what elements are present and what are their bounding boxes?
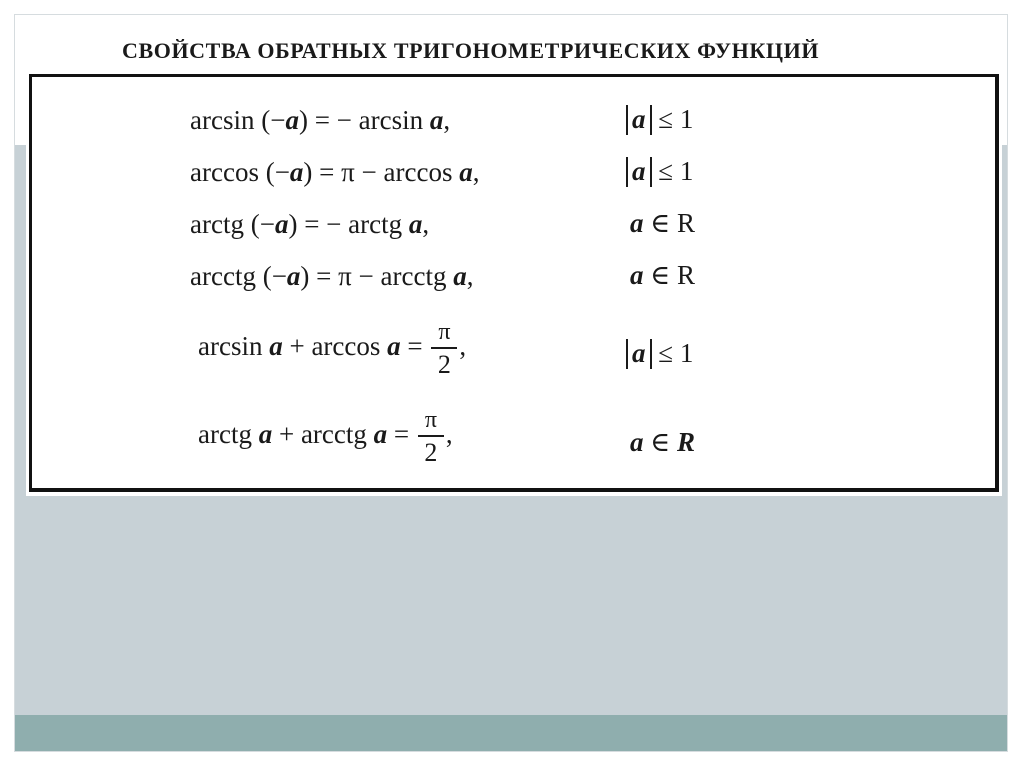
variable: a <box>408 209 423 239</box>
formula-arcctg-symmetry <box>190 263 473 290</box>
rhs-prefix: = π − <box>316 261 374 291</box>
trailing-comma: , <box>422 209 430 239</box>
variable: a <box>632 156 646 186</box>
fraction-pi-over-2 <box>431 317 457 381</box>
rhs-prefix: = π − <box>319 157 377 187</box>
variable: a <box>274 209 289 239</box>
argument-close: ) <box>303 157 313 187</box>
variable: a <box>630 208 644 238</box>
page-title: СВОЙСТВА ОБРАТНЫХ ТРИГОНОМЕТРИЧЕСКИХ ФУНКЦИЙ <box>122 38 820 63</box>
rhs-prefix: = − <box>304 209 342 239</box>
set-symbol: R <box>677 427 696 457</box>
variable: a <box>373 419 388 450</box>
function-name: arccos <box>190 157 259 187</box>
argument-open: (− <box>261 105 286 135</box>
trailing-comma: , <box>445 419 453 450</box>
variable: a <box>258 419 273 450</box>
variable: a <box>286 261 301 291</box>
fraction-denominator: 2 <box>437 350 451 379</box>
condition-in-reals <box>630 429 695 456</box>
function-name: arccos <box>311 331 381 362</box>
variable: a <box>630 260 644 290</box>
trailing-comma: , <box>466 261 474 291</box>
variable: a <box>429 105 444 135</box>
condition-abs-le-1 <box>626 339 693 369</box>
trailing-comma: , <box>443 105 451 135</box>
absolute-value <box>626 157 652 187</box>
trailing-comma: , <box>472 157 480 187</box>
variable: a <box>289 157 304 187</box>
formula-arctg-odd <box>190 211 429 238</box>
variable: a <box>285 105 299 135</box>
condition-rest: ≤ 1 <box>658 156 694 186</box>
condition-rest: ≤ 1 <box>658 338 694 368</box>
condition-abs-le-1 <box>626 105 693 135</box>
condition-rest: ∈ <box>650 427 671 457</box>
formula-arccos-symmetry <box>190 159 479 186</box>
argument-open: (− <box>265 157 290 187</box>
variable: a <box>630 427 644 457</box>
variable: a <box>387 331 401 362</box>
function-name: arcsin <box>198 331 263 362</box>
condition-rest: ≤ 1 <box>658 104 694 134</box>
function-name: arcctg <box>190 261 256 291</box>
variable: a <box>632 338 646 368</box>
formula-box <box>29 74 999 492</box>
fraction-pi-over-2 <box>418 405 444 469</box>
equals-sign: = <box>407 331 423 362</box>
function-name: arctg <box>348 209 403 239</box>
fraction-numerator: π <box>438 319 451 345</box>
function-name: arctg <box>190 209 244 239</box>
argument-open: (− <box>262 261 287 291</box>
condition-rest: ∈ R <box>650 208 695 238</box>
condition-abs-le-1 <box>626 157 693 187</box>
absolute-value <box>626 105 652 135</box>
condition-in-reals <box>630 262 695 289</box>
function-name: arcctg <box>300 419 367 450</box>
equals-sign: = <box>393 419 410 450</box>
function-name: arcctg <box>380 261 447 291</box>
argument-close: ) <box>300 261 310 291</box>
condition-rest: ∈ R <box>650 260 695 290</box>
trailing-comma: , <box>459 331 467 362</box>
fraction-denominator: 2 <box>424 438 438 467</box>
plus-sign: + <box>278 419 295 450</box>
function-name: arccos <box>383 157 453 187</box>
function-name: arctg <box>198 419 252 450</box>
formula-arcsin-odd <box>190 107 450 134</box>
variable: a <box>632 104 646 134</box>
scanned-textbook-image <box>26 18 1002 496</box>
argument-close: ) <box>288 209 298 239</box>
variable: a <box>453 261 467 291</box>
function-name: arcsin <box>190 105 255 135</box>
fraction-numerator: π <box>424 407 437 433</box>
plus-sign: + <box>289 331 305 362</box>
formula-arcsin-plus-arccos <box>198 317 466 381</box>
function-name: arcsin <box>358 105 424 135</box>
absolute-value <box>626 339 652 369</box>
formula-arctg-plus-arcctg <box>198 405 453 469</box>
variable: a <box>269 331 283 362</box>
argument-open: (− <box>250 209 275 239</box>
rhs-prefix: = − <box>314 105 352 135</box>
slide-bottom-band <box>15 715 1007 751</box>
condition-in-reals <box>630 210 695 237</box>
variable: a <box>459 157 473 187</box>
argument-close: ) <box>298 105 308 135</box>
